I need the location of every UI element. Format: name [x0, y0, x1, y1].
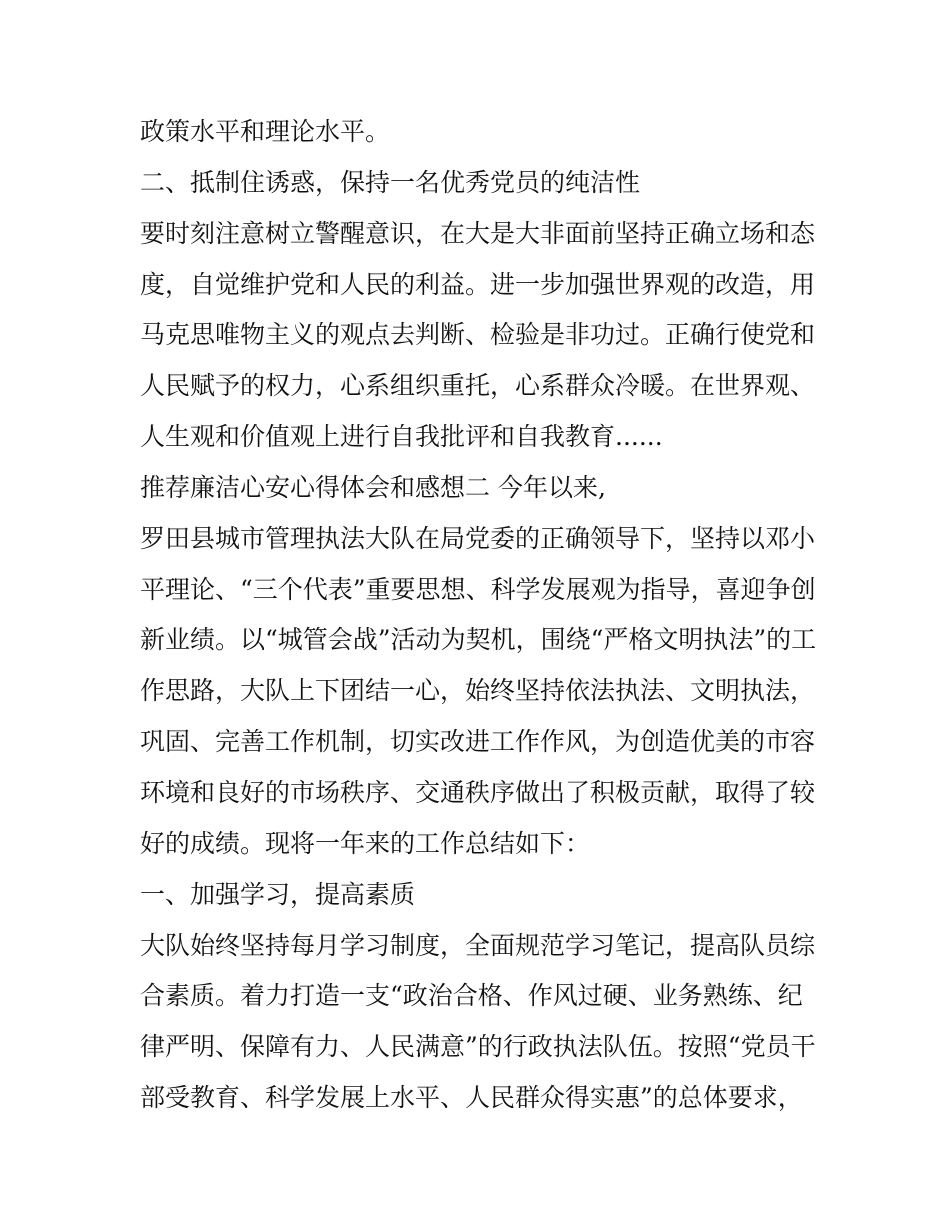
text-line: 部受教育、科学发展上水平、人民群众得实惠”的总体要求， — [140, 1083, 803, 1113]
text-line: 大队始终坚持每月学习制度，全面规范学习笔记，提高队员综 — [140, 930, 816, 960]
text-line: 好的成绩。现将一年来的工作总结如下： — [140, 828, 591, 858]
text-line: 要时刻注意树立警醒意识，在大是大非面前坚持正确立场和态 — [140, 218, 816, 248]
text-line: 人民赋予的权力，心系组织重托，心系群众冷暖。在世界观、 — [140, 371, 816, 401]
text-line: 平理论、“三个代表”重要思想、科学发展观为指导，喜迎争创 — [140, 574, 816, 604]
text-line: 人生观和价值观上进行自我批评和自我教育...... — [140, 422, 663, 452]
text-line: 巩固、完善工作机制，切实改进工作作风，为创造优美的市容 — [140, 727, 816, 757]
section-heading: 二、抵制住诱惑，保持一名优秀党员的纯洁性 — [140, 167, 641, 197]
text-line: 合素质。着力打造一支“政治合格、作风过硬、业务熟练、纪 — [140, 981, 803, 1011]
text-line: 新业绩。以“城管会战”活动为契机，围绕“严格文明执法”的工 — [140, 625, 817, 655]
text-line: 环境和良好的市场秩序、交通秩序做出了积极贡献，取得了较 — [140, 777, 816, 807]
section-heading: 一、加强学习，提高素质 — [140, 879, 416, 909]
text-line: 度，自觉维护党和人民的利益。进一步加强世界观的改造，用 — [140, 269, 816, 299]
text-line: 罗田县城市管理执法大队在局党委的正确领导下，坚持以邓小 — [140, 523, 816, 553]
article-title: 推荐廉洁心安心得体会和感想二 今年以来, — [140, 472, 606, 502]
document-body — [140, 107, 830, 1124]
text-line: 律严明、保障有力、人民满意”的行政执法队伍。按照“党员干 — [140, 1032, 816, 1062]
text-line: 作思路，大队上下团结一心，始终坚持依法执法、文明执法， — [140, 676, 816, 706]
text-line: 马克思唯物主义的观点去判断、检验是非功过。正确行使党和 — [140, 320, 816, 350]
text-line: 政策水平和理论水平。 — [140, 117, 391, 146]
